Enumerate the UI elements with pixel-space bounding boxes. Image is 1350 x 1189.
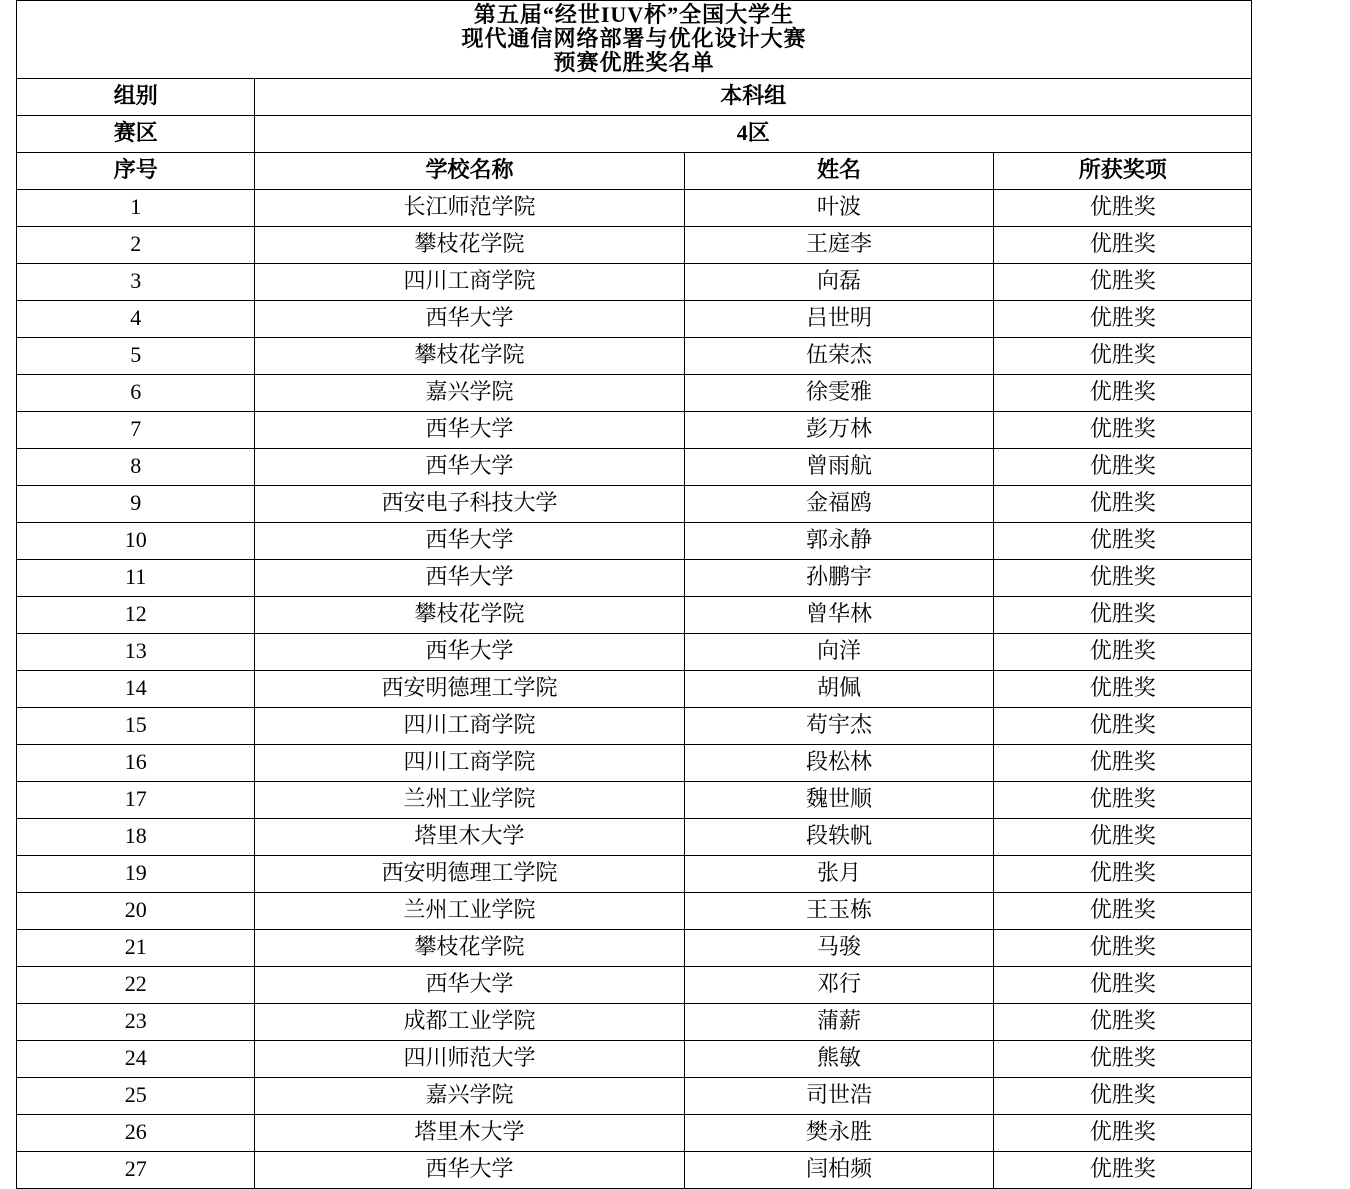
column-header-award: 所获奖项 xyxy=(994,152,1252,189)
cell-award: 优胜奖 xyxy=(994,1114,1252,1151)
cell-award: 优胜奖 xyxy=(994,337,1252,374)
cell-award: 优胜奖 xyxy=(994,633,1252,670)
cell-award: 优胜奖 xyxy=(994,892,1252,929)
cell-award: 优胜奖 xyxy=(994,559,1252,596)
cell-school: 四川工商学院 xyxy=(255,707,684,744)
cell-school: 西华大学 xyxy=(255,559,684,596)
cell-name: 金福鸥 xyxy=(684,485,994,522)
table-row xyxy=(17,522,1252,559)
award-list-table xyxy=(16,0,1252,1189)
cell-name: 伍荣杰 xyxy=(684,337,994,374)
cell-award: 优胜奖 xyxy=(994,596,1252,633)
cell-award: 优胜奖 xyxy=(994,1003,1252,1040)
table-row xyxy=(17,337,1252,374)
cell-no: 14 xyxy=(17,670,255,707)
cell-no: 13 xyxy=(17,633,255,670)
cell-name: 蒲薪 xyxy=(684,1003,994,1040)
cell-no: 11 xyxy=(17,559,255,596)
cell-name: 王庭李 xyxy=(684,226,994,263)
cell-no: 9 xyxy=(17,485,255,522)
cell-award: 优胜奖 xyxy=(994,226,1252,263)
table-body xyxy=(17,1,1252,1189)
table-row xyxy=(17,1040,1252,1077)
cell-no: 16 xyxy=(17,744,255,781)
meta-value-group: 本科组 xyxy=(255,78,1252,115)
cell-school: 西华大学 xyxy=(255,1151,684,1188)
cell-school: 攀枝花学院 xyxy=(255,226,684,263)
cell-school: 西华大学 xyxy=(255,448,684,485)
cell-award: 优胜奖 xyxy=(994,522,1252,559)
cell-name: 张月 xyxy=(684,855,994,892)
cell-school: 成都工业学院 xyxy=(255,1003,684,1040)
cell-name: 司世浩 xyxy=(684,1077,994,1114)
cell-name: 郭永静 xyxy=(684,522,994,559)
cell-award: 优胜奖 xyxy=(994,818,1252,855)
cell-name: 徐雯雅 xyxy=(684,374,994,411)
document-title xyxy=(17,1,1252,79)
cell-no: 20 xyxy=(17,892,255,929)
table-row xyxy=(17,633,1252,670)
cell-name: 胡佩 xyxy=(684,670,994,707)
cell-award: 优胜奖 xyxy=(994,485,1252,522)
cell-no: 26 xyxy=(17,1114,255,1151)
title-line-2: 现代通信网络部署与优化设计大赛 xyxy=(461,26,807,52)
cell-school: 攀枝花学院 xyxy=(255,929,684,966)
cell-name: 王玉栋 xyxy=(684,892,994,929)
cell-award: 优胜奖 xyxy=(994,411,1252,448)
cell-name: 彭万林 xyxy=(684,411,994,448)
cell-school: 长江师范学院 xyxy=(255,189,684,226)
cell-name: 吕世明 xyxy=(684,300,994,337)
cell-name: 马骏 xyxy=(684,929,994,966)
table-row xyxy=(17,781,1252,818)
meta-label-region: 赛区 xyxy=(17,115,255,152)
title-line-1: 第五届“经世IUV杯”全国大学生 xyxy=(473,2,795,27)
title-line-3: 预赛优胜奖名单 xyxy=(553,50,715,76)
column-header-school: 学校名称 xyxy=(255,152,684,189)
cell-name: 熊敏 xyxy=(684,1040,994,1077)
cell-no: 15 xyxy=(17,707,255,744)
table-row xyxy=(17,411,1252,448)
cell-award: 优胜奖 xyxy=(994,966,1252,1003)
cell-school: 兰州工业学院 xyxy=(255,892,684,929)
cell-award: 优胜奖 xyxy=(994,300,1252,337)
table-row xyxy=(17,374,1252,411)
cell-school: 西华大学 xyxy=(255,522,684,559)
table-row xyxy=(17,189,1252,226)
cell-no: 22 xyxy=(17,966,255,1003)
cell-award: 优胜奖 xyxy=(994,744,1252,781)
cell-school: 嘉兴学院 xyxy=(255,374,684,411)
cell-school: 西安明德理工学院 xyxy=(255,855,684,892)
table-row xyxy=(17,226,1252,263)
title-row xyxy=(17,1,1252,79)
table-row xyxy=(17,1114,1252,1151)
cell-name: 邓行 xyxy=(684,966,994,1003)
table-row xyxy=(17,818,1252,855)
cell-award: 优胜奖 xyxy=(994,670,1252,707)
cell-award: 优胜奖 xyxy=(994,189,1252,226)
cell-name: 曾雨航 xyxy=(684,448,994,485)
cell-award: 优胜奖 xyxy=(994,929,1252,966)
cell-no: 7 xyxy=(17,411,255,448)
table-row xyxy=(17,1151,1252,1188)
table-row xyxy=(17,929,1252,966)
meta-row-region xyxy=(17,115,1252,152)
cell-school: 西华大学 xyxy=(255,300,684,337)
cell-name: 向磊 xyxy=(684,263,994,300)
table-row xyxy=(17,300,1252,337)
cell-school: 西安电子科技大学 xyxy=(255,485,684,522)
table-row xyxy=(17,670,1252,707)
table-row xyxy=(17,448,1252,485)
meta-value-region: 4区 xyxy=(255,115,1252,152)
cell-no: 4 xyxy=(17,300,255,337)
cell-award: 优胜奖 xyxy=(994,855,1252,892)
cell-school: 西华大学 xyxy=(255,633,684,670)
cell-award: 优胜奖 xyxy=(994,1077,1252,1114)
table-row xyxy=(17,263,1252,300)
cell-no: 10 xyxy=(17,522,255,559)
cell-name: 魏世顺 xyxy=(684,781,994,818)
cell-no: 12 xyxy=(17,596,255,633)
column-header-no: 序号 xyxy=(17,152,255,189)
cell-name: 向洋 xyxy=(684,633,994,670)
table-row xyxy=(17,559,1252,596)
cell-no: 5 xyxy=(17,337,255,374)
cell-no: 1 xyxy=(17,189,255,226)
cell-no: 23 xyxy=(17,1003,255,1040)
cell-name: 苟宇杰 xyxy=(684,707,994,744)
cell-school: 塔里木大学 xyxy=(255,818,684,855)
cell-school: 西华大学 xyxy=(255,966,684,1003)
table-row xyxy=(17,1077,1252,1114)
cell-name: 孙鹏宇 xyxy=(684,559,994,596)
cell-name: 叶波 xyxy=(684,189,994,226)
cell-award: 优胜奖 xyxy=(994,374,1252,411)
table-row xyxy=(17,1003,1252,1040)
cell-no: 17 xyxy=(17,781,255,818)
cell-school: 四川工商学院 xyxy=(255,744,684,781)
cell-name: 闫柏频 xyxy=(684,1151,994,1188)
cell-award: 优胜奖 xyxy=(994,707,1252,744)
table-row xyxy=(17,485,1252,522)
meta-row-group xyxy=(17,78,1252,115)
cell-no: 3 xyxy=(17,263,255,300)
column-header-row xyxy=(17,152,1252,189)
table-row xyxy=(17,707,1252,744)
meta-label-group: 组别 xyxy=(17,78,255,115)
cell-school: 四川师范大学 xyxy=(255,1040,684,1077)
cell-no: 18 xyxy=(17,818,255,855)
table-row xyxy=(17,966,1252,1003)
cell-school: 西安明德理工学院 xyxy=(255,670,684,707)
cell-no: 24 xyxy=(17,1040,255,1077)
column-header-name: 姓名 xyxy=(684,152,994,189)
cell-school: 四川工商学院 xyxy=(255,263,684,300)
cell-no: 19 xyxy=(17,855,255,892)
cell-school: 西华大学 xyxy=(255,411,684,448)
cell-school: 嘉兴学院 xyxy=(255,1077,684,1114)
cell-name: 曾华林 xyxy=(684,596,994,633)
cell-award: 优胜奖 xyxy=(994,448,1252,485)
cell-name: 段松林 xyxy=(684,744,994,781)
cell-award: 优胜奖 xyxy=(994,263,1252,300)
table-row xyxy=(17,855,1252,892)
cell-name: 樊永胜 xyxy=(684,1114,994,1151)
table-row xyxy=(17,596,1252,633)
cell-name: 段轶帆 xyxy=(684,818,994,855)
cell-school: 攀枝花学院 xyxy=(255,337,684,374)
cell-award: 优胜奖 xyxy=(994,781,1252,818)
table-row xyxy=(17,892,1252,929)
cell-no: 21 xyxy=(17,929,255,966)
cell-award: 优胜奖 xyxy=(994,1151,1252,1188)
cell-no: 27 xyxy=(17,1151,255,1188)
cell-no: 2 xyxy=(17,226,255,263)
cell-school: 攀枝花学院 xyxy=(255,596,684,633)
cell-no: 6 xyxy=(17,374,255,411)
cell-school: 兰州工业学院 xyxy=(255,781,684,818)
cell-school: 塔里木大学 xyxy=(255,1114,684,1151)
table-row xyxy=(17,744,1252,781)
cell-award: 优胜奖 xyxy=(994,1040,1252,1077)
cell-no: 8 xyxy=(17,448,255,485)
cell-no: 25 xyxy=(17,1077,255,1114)
